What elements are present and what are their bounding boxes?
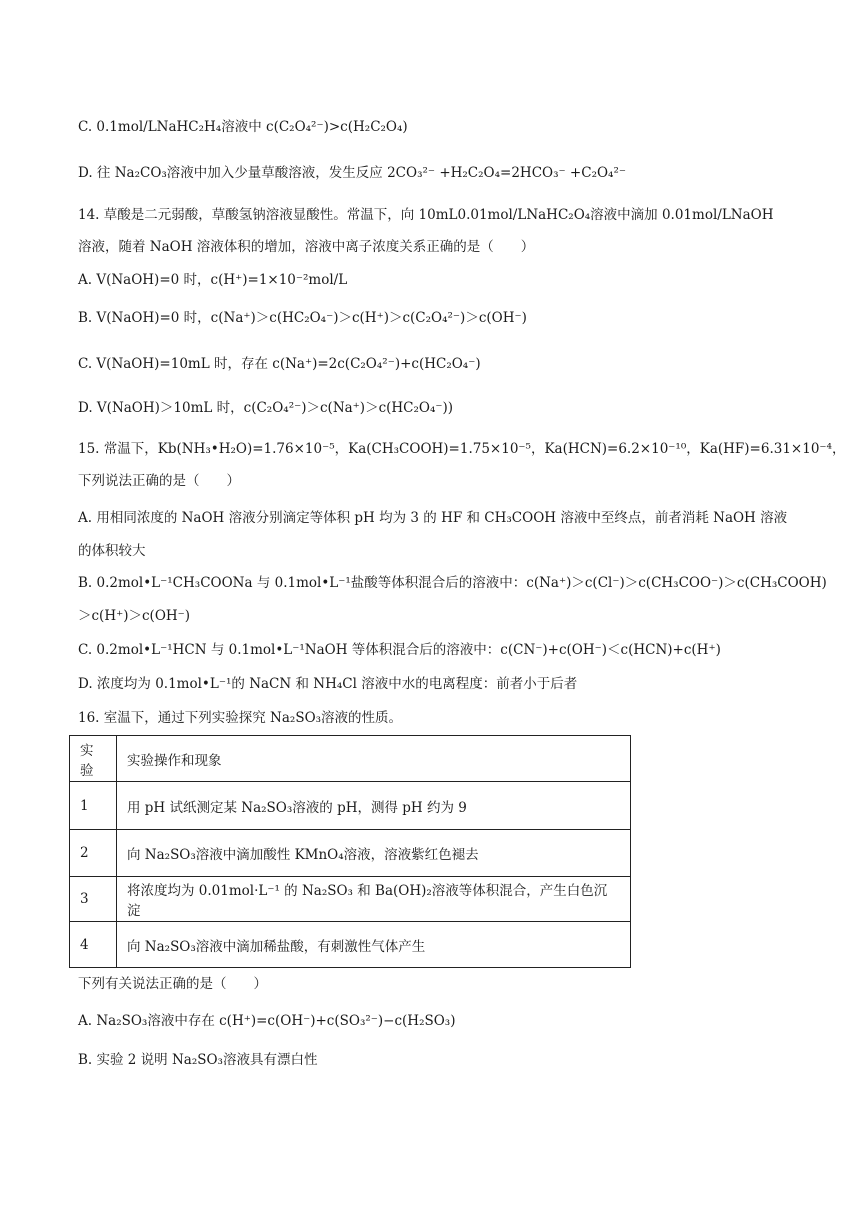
q14-stem-line1: 14. 草酸是二元弱酸，草酸氢钠溶液显酸性。常温下，向 10mL0.01mol/LNaHC₂O₄溶液中滴加 0.01mol/LNaOH: [78, 207, 774, 223]
q16-intro: 16. 室温下，通过下列实验探究 Na₂SO₃溶液的性质。: [78, 710, 403, 726]
table-header-row: [70, 736, 631, 782]
q14-option-d: D. V(NaOH)＞10mL 时，c(C₂O₄²⁻)＞c(Na⁺)＞c(HC₂O₄⁻)): [78, 400, 454, 416]
q15-stem-line2: 下列说法正确的是（ ）: [78, 473, 240, 489]
table-cell-number: 4: [70, 922, 117, 968]
q15-option-a-line2: 的体积较大: [78, 543, 146, 559]
table-cell-description: 向 Na₂SO₃溶液中滴加酸性 KMnO₄溶液，溶液紫红色褪去: [117, 830, 631, 877]
table-header-cell: 实验: [70, 736, 117, 782]
table-cell-description: 用 pH 试纸测定某 Na₂SO₃溶液的 pH，测得 pH 约为 9: [117, 782, 631, 830]
q15-option-b-line2: ＞c(H⁺)＞c(OH⁻): [78, 608, 191, 624]
q16-question: 下列有关说法正确的是（ ）: [78, 976, 267, 992]
table-cell-number: 1: [70, 782, 117, 830]
q15-option-c: C. 0.2mol•L⁻¹HCN 与 0.1mol•L⁻¹NaOH 等体积混合后的溶液中：c(CN⁻)+c(OH⁻)＜c(HCN)+c(H⁺): [78, 642, 721, 658]
table-cell-description: 将浓度均为 0.01mol·L⁻¹ 的 Na₂SO₃ 和 Ba(OH)₂溶液等体积混合，产生白色沉淀: [117, 877, 631, 922]
table-row: [70, 830, 631, 877]
table-row: [70, 782, 631, 830]
q16-option-b: B. 实验 2 说明 Na₂SO₃溶液具有漂白性: [78, 1052, 318, 1068]
q15-stem-line1: 15. 常温下，Kb(NH₃•H₂O)=1.76×10⁻⁵，Ka(CH₃COOH)=1.75×10⁻⁵，Ka(HCN)=6.2×10⁻¹⁰，Ka(HF)=6.31×10⁻⁴，: [78, 441, 846, 457]
q14-option-a: A. V(NaOH)=0 时，c(H⁺)=1×10⁻²mol/L: [78, 272, 348, 288]
table-row: [70, 877, 631, 922]
q15-option-b-line1: B. 0.2mol•L⁻¹CH₃COONa 与 0.1mol•L⁻¹盐酸等体积混合后的溶液中：c(Na⁺)＞c(Cl⁻)＞c(CH₃COO⁻)＞c(CH₃COOH): [78, 575, 827, 591]
table-cell-description: 向 Na₂SO₃溶液中滴加稀盐酸，有刺激性气体产生: [117, 922, 631, 968]
experiment-table: [69, 735, 631, 968]
table-cell-number: 2: [70, 830, 117, 877]
q14-option-c: C. V(NaOH)=10mL 时，存在 c(Na⁺)=2c(C₂O₄²⁻)+c(HC₂O₄⁻): [78, 356, 481, 372]
table-header-cell: 实验操作和现象: [117, 736, 631, 782]
q15-option-d: D. 浓度均为 0.1mol•L⁻¹的 NaCN 和 NH₄Cl 溶液中水的电离程度：前者小于后者: [78, 676, 578, 692]
option-c-prev: C. 0.1mol/LNaHC₂H₄溶液中 c(C₂O₄²⁻)>c(H₂C₂O₄): [78, 119, 408, 135]
table-cell-number: 3: [70, 877, 117, 922]
option-d-prev: D. 往 Na₂CO₃溶液中加入少量草酸溶液，发生反应 2CO₃²⁻ +H₂C₂O₄=2HCO₃⁻ +C₂O₄²⁻: [78, 165, 627, 181]
table-row: [70, 922, 631, 968]
q16-option-a: A. Na₂SO₃溶液中存在 c(H⁺)=c(OH⁻)+c(SO₃²⁻)−c(H₂SO₃): [78, 1013, 456, 1029]
q14-stem-line2: 溶液，随着 NaOH 溶液体积的增加，溶液中离子浓度关系正确的是（ ）: [78, 239, 535, 255]
q15-option-a-line1: A. 用相同浓度的 NaOH 溶液分别滴定等体积 pH 均为 3 的 HF 和 CH₃COOH 溶液中至终点，前者消耗 NaOH 溶液: [78, 510, 788, 526]
q14-option-b: B. V(NaOH)=0 时，c(Na⁺)＞c(HC₂O₄⁻)＞c(H⁺)＞c(C₂O₄²⁻)＞c(OH⁻): [78, 310, 527, 326]
